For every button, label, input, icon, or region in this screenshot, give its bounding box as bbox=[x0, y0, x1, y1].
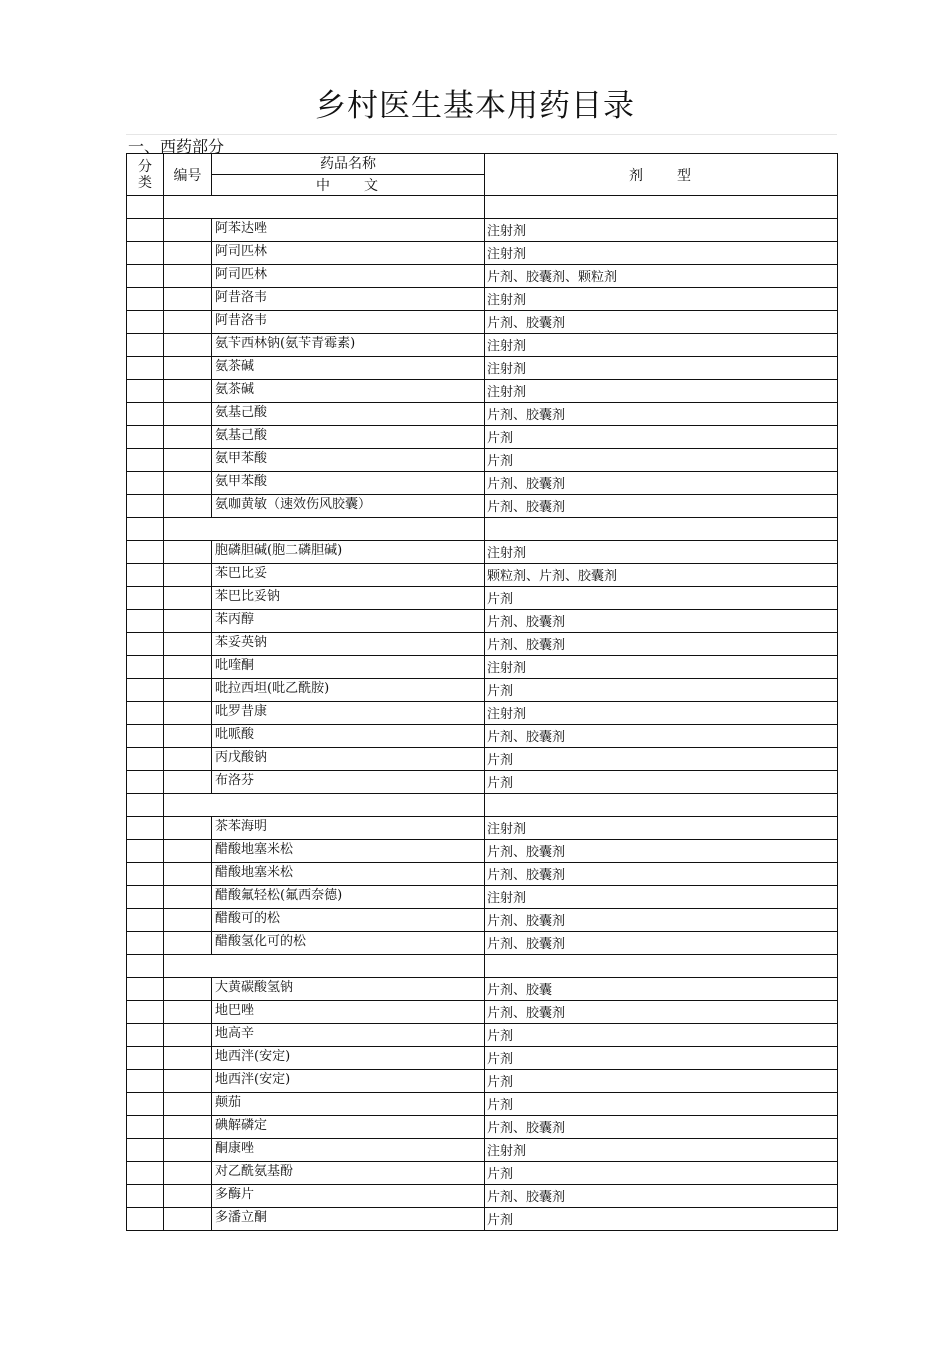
cell-dosage-form: 片剂 bbox=[485, 1093, 838, 1116]
cell-category bbox=[127, 564, 164, 587]
cell-drug-name: 苯丙醇 bbox=[212, 610, 485, 633]
header-chinese: 中 文 bbox=[212, 175, 485, 196]
table-row bbox=[127, 725, 838, 748]
drug-table-body bbox=[127, 196, 838, 1231]
table-row bbox=[127, 426, 838, 449]
cell-category bbox=[127, 656, 164, 679]
cell-dosage-form: 片剂 bbox=[485, 679, 838, 702]
cell-drug-name: 苯妥英钠 bbox=[212, 633, 485, 656]
cell-drug-name: 地西泮(安定) bbox=[212, 1047, 485, 1070]
cell-category bbox=[127, 633, 164, 656]
page-title: 乡村医生基本用药目录 bbox=[315, 88, 635, 124]
cell-code bbox=[164, 196, 485, 219]
cell-category bbox=[127, 357, 164, 380]
cell-dosage-form: 注射剂 bbox=[485, 1139, 838, 1162]
cell-dosage-form: 注射剂 bbox=[485, 334, 838, 357]
cell-dosage-form: 片剂、胶囊剂、颗粒剂 bbox=[485, 265, 838, 288]
cell-drug-name: 醋酸氢化可的松 bbox=[212, 932, 485, 955]
cell-drug-name: 醋酸氟轻松(氟西奈德) bbox=[212, 886, 485, 909]
cell-code bbox=[164, 449, 212, 472]
table-row bbox=[127, 472, 838, 495]
cell-drug-name: 醋酸地塞米松 bbox=[212, 840, 485, 863]
cell-drug-name: 阿司匹林 bbox=[212, 265, 485, 288]
cell-dosage-form bbox=[485, 518, 838, 541]
cell-category bbox=[127, 771, 164, 794]
cell-code bbox=[164, 679, 212, 702]
cell-code bbox=[164, 1093, 212, 1116]
table-row bbox=[127, 1070, 838, 1093]
table-row bbox=[127, 1162, 838, 1185]
cell-code bbox=[164, 1139, 212, 1162]
cell-code bbox=[164, 886, 212, 909]
group-separator-row bbox=[127, 196, 838, 219]
cell-category bbox=[127, 380, 164, 403]
cell-category bbox=[127, 1139, 164, 1162]
cell-category bbox=[127, 1047, 164, 1070]
cell-drug-name: 颠茄 bbox=[212, 1093, 485, 1116]
cell-drug-name: 碘解磷定 bbox=[212, 1116, 485, 1139]
cell-code bbox=[164, 265, 212, 288]
cell-dosage-form: 片剂、胶囊剂 bbox=[485, 909, 838, 932]
cell-code bbox=[164, 587, 212, 610]
cell-code bbox=[164, 311, 212, 334]
cell-code bbox=[164, 334, 212, 357]
cell-drug-name: 苯巴比妥钠 bbox=[212, 587, 485, 610]
cell-category bbox=[127, 1208, 164, 1231]
cell-dosage-form: 片剂、胶囊剂 bbox=[485, 633, 838, 656]
table-row bbox=[127, 288, 838, 311]
drug-table bbox=[126, 153, 838, 1231]
table-row bbox=[127, 265, 838, 288]
cell-code bbox=[164, 725, 212, 748]
cell-category bbox=[127, 1093, 164, 1116]
table-row bbox=[127, 334, 838, 357]
cell-code bbox=[164, 380, 212, 403]
table-row bbox=[127, 357, 838, 380]
cell-drug-name: 地高辛 bbox=[212, 1024, 485, 1047]
cell-drug-name: 多潘立酮 bbox=[212, 1208, 485, 1231]
cell-dosage-form: 片剂、胶囊剂 bbox=[485, 1001, 838, 1024]
cell-dosage-form: 注射剂 bbox=[485, 357, 838, 380]
cell-drug-name: 吡哌酸 bbox=[212, 725, 485, 748]
cell-code bbox=[164, 978, 212, 1001]
table-row bbox=[127, 771, 838, 794]
table-row bbox=[127, 219, 838, 242]
table-row bbox=[127, 495, 838, 518]
cell-dosage-form: 片剂 bbox=[485, 771, 838, 794]
cell-drug-name: 胞磷胆碱(胞二磷胆碱) bbox=[212, 541, 485, 564]
cell-dosage-form: 注射剂 bbox=[485, 702, 838, 725]
table-row bbox=[127, 311, 838, 334]
cell-drug-name: 地西泮(安定) bbox=[212, 1070, 485, 1093]
cell-code bbox=[164, 794, 485, 817]
cell-dosage-form: 片剂、胶囊剂 bbox=[485, 311, 838, 334]
table-row bbox=[127, 840, 838, 863]
table-row bbox=[127, 1024, 838, 1047]
cell-dosage-form: 注射剂 bbox=[485, 288, 838, 311]
cell-drug-name: 氨咖黄敏（速效伤风胶囊） bbox=[212, 495, 485, 518]
cell-dosage-form: 片剂、胶囊剂 bbox=[485, 472, 838, 495]
cell-drug-name: 对乙酰氨基酚 bbox=[212, 1162, 485, 1185]
table-row bbox=[127, 1001, 838, 1024]
cell-category bbox=[127, 1001, 164, 1024]
cell-category bbox=[127, 449, 164, 472]
cell-category bbox=[127, 311, 164, 334]
cell-category bbox=[127, 817, 164, 840]
cell-category bbox=[127, 863, 164, 886]
cell-drug-name: 阿司匹林 bbox=[212, 242, 485, 265]
cell-drug-name: 吡罗昔康 bbox=[212, 702, 485, 725]
cell-category bbox=[127, 541, 164, 564]
cell-code bbox=[164, 771, 212, 794]
cell-code bbox=[164, 955, 485, 978]
cell-category bbox=[127, 196, 164, 219]
cell-dosage-form: 片剂 bbox=[485, 587, 838, 610]
table-row bbox=[127, 909, 838, 932]
table-row bbox=[127, 656, 838, 679]
cell-category bbox=[127, 702, 164, 725]
cell-dosage-form: 片剂 bbox=[485, 1162, 838, 1185]
cell-code bbox=[164, 426, 212, 449]
cell-dosage-form: 片剂、胶囊剂 bbox=[485, 610, 838, 633]
table-row bbox=[127, 1047, 838, 1070]
cell-category bbox=[127, 426, 164, 449]
cell-code bbox=[164, 1116, 212, 1139]
table-row bbox=[127, 242, 838, 265]
cell-drug-name: 吡喹酮 bbox=[212, 656, 485, 679]
cell-code bbox=[164, 1162, 212, 1185]
cell-dosage-form: 片剂、胶囊剂 bbox=[485, 932, 838, 955]
cell-category bbox=[127, 1162, 164, 1185]
cell-drug-name: 苯巴比妥 bbox=[212, 564, 485, 587]
cell-category bbox=[127, 886, 164, 909]
header-drug-name: 药品名称 bbox=[212, 154, 485, 175]
table-row bbox=[127, 1116, 838, 1139]
cell-category bbox=[127, 495, 164, 518]
cell-category bbox=[127, 219, 164, 242]
cell-code bbox=[164, 932, 212, 955]
cell-dosage-form: 注射剂 bbox=[485, 656, 838, 679]
table-row bbox=[127, 1185, 838, 1208]
cell-category bbox=[127, 1024, 164, 1047]
cell-drug-name: 醋酸地塞米松 bbox=[212, 863, 485, 886]
cell-code bbox=[164, 564, 212, 587]
table-row bbox=[127, 1093, 838, 1116]
cell-code bbox=[164, 840, 212, 863]
table-row bbox=[127, 702, 838, 725]
table-row bbox=[127, 380, 838, 403]
table-row bbox=[127, 748, 838, 771]
table-row bbox=[127, 886, 838, 909]
table-row bbox=[127, 449, 838, 472]
cell-drug-name: 氨茶碱 bbox=[212, 357, 485, 380]
cell-drug-name: 阿昔洛韦 bbox=[212, 288, 485, 311]
cell-category bbox=[127, 679, 164, 702]
cell-category bbox=[127, 403, 164, 426]
cell-category bbox=[127, 840, 164, 863]
table-row bbox=[127, 817, 838, 840]
cell-code bbox=[164, 1047, 212, 1070]
cell-code bbox=[164, 357, 212, 380]
cell-dosage-form: 片剂、胶囊剂 bbox=[485, 863, 838, 886]
cell-dosage-form: 片剂、胶囊剂 bbox=[485, 1116, 838, 1139]
table-row bbox=[127, 633, 838, 656]
cell-drug-name: 布洛芬 bbox=[212, 771, 485, 794]
cell-drug-name: 氨苄西林钠(氨苄青霉素) bbox=[212, 334, 485, 357]
table-row bbox=[127, 610, 838, 633]
cell-category bbox=[127, 1070, 164, 1093]
cell-code bbox=[164, 909, 212, 932]
cell-drug-name: 地巴唑 bbox=[212, 1001, 485, 1024]
cell-code bbox=[164, 656, 212, 679]
table-row bbox=[127, 403, 838, 426]
cell-drug-name: 吡拉西坦(吡乙酰胺) bbox=[212, 679, 485, 702]
cell-code bbox=[164, 702, 212, 725]
cell-dosage-form: 片剂 bbox=[485, 748, 838, 771]
cell-drug-name: 丙戊酸钠 bbox=[212, 748, 485, 771]
table-row bbox=[127, 932, 838, 955]
cell-code bbox=[164, 1024, 212, 1047]
cell-category bbox=[127, 978, 164, 1001]
section-heading: 一、西药部分 bbox=[128, 137, 225, 156]
cell-code bbox=[164, 1001, 212, 1024]
header-dosage-form: 剂 型 bbox=[485, 154, 838, 196]
cell-dosage-form: 颗粒剂、片剂、胶囊剂 bbox=[485, 564, 838, 587]
cell-category bbox=[127, 725, 164, 748]
table-row bbox=[127, 978, 838, 1001]
cell-category bbox=[127, 472, 164, 495]
cell-code bbox=[164, 633, 212, 656]
cell-category bbox=[127, 1185, 164, 1208]
cell-code bbox=[164, 403, 212, 426]
cell-category bbox=[127, 955, 164, 978]
cell-dosage-form bbox=[485, 196, 838, 219]
cell-category bbox=[127, 288, 164, 311]
cell-dosage-form: 注射剂 bbox=[485, 886, 838, 909]
cell-drug-name: 酮康唑 bbox=[212, 1139, 485, 1162]
cell-code bbox=[164, 495, 212, 518]
table-row bbox=[127, 679, 838, 702]
table-row bbox=[127, 863, 838, 886]
cell-code bbox=[164, 242, 212, 265]
cell-code bbox=[164, 1208, 212, 1231]
cell-code bbox=[164, 863, 212, 886]
cell-code bbox=[164, 610, 212, 633]
cell-dosage-form: 注射剂 bbox=[485, 817, 838, 840]
cell-category bbox=[127, 932, 164, 955]
cell-drug-name: 阿昔洛韦 bbox=[212, 311, 485, 334]
cell-dosage-form: 片剂、胶囊剂 bbox=[485, 403, 838, 426]
cell-category bbox=[127, 610, 164, 633]
table-row bbox=[127, 564, 838, 587]
cell-code bbox=[164, 518, 485, 541]
cell-code bbox=[164, 1185, 212, 1208]
group-separator-row bbox=[127, 794, 838, 817]
cell-dosage-form: 片剂 bbox=[485, 426, 838, 449]
table-row bbox=[127, 587, 838, 610]
cell-dosage-form: 片剂 bbox=[485, 1208, 838, 1231]
cell-dosage-form: 片剂 bbox=[485, 1070, 838, 1093]
cell-category bbox=[127, 242, 164, 265]
cell-code bbox=[164, 817, 212, 840]
cell-code bbox=[164, 219, 212, 242]
group-separator-row bbox=[127, 955, 838, 978]
cell-dosage-form: 片剂、胶囊剂 bbox=[485, 495, 838, 518]
header-category bbox=[127, 154, 164, 196]
cell-code bbox=[164, 288, 212, 311]
table-row bbox=[127, 1139, 838, 1162]
cell-dosage-form: 片剂、胶囊 bbox=[485, 978, 838, 1001]
cell-dosage-form: 片剂 bbox=[485, 449, 838, 472]
cell-code bbox=[164, 1070, 212, 1093]
cell-dosage-form bbox=[485, 955, 838, 978]
cell-dosage-form: 片剂 bbox=[485, 1024, 838, 1047]
cell-drug-name: 氨基己酸 bbox=[212, 426, 485, 449]
cell-drug-name: 多酶片 bbox=[212, 1185, 485, 1208]
cell-category bbox=[127, 265, 164, 288]
cell-dosage-form bbox=[485, 794, 838, 817]
cell-drug-name: 醋酸可的松 bbox=[212, 909, 485, 932]
header-row bbox=[127, 154, 838, 175]
cell-drug-name: 大黄碳酸氢钠 bbox=[212, 978, 485, 1001]
cell-drug-name: 氨茶碱 bbox=[212, 380, 485, 403]
cell-dosage-form: 片剂、胶囊剂 bbox=[485, 1185, 838, 1208]
header-category-text: 分 类 bbox=[138, 158, 152, 191]
cell-category bbox=[127, 1116, 164, 1139]
cell-dosage-form: 片剂、胶囊剂 bbox=[485, 840, 838, 863]
cell-drug-name: 氨甲苯酸 bbox=[212, 449, 485, 472]
cell-category bbox=[127, 587, 164, 610]
cell-category bbox=[127, 909, 164, 932]
cell-category bbox=[127, 794, 164, 817]
top-divider bbox=[126, 134, 837, 135]
table-row bbox=[127, 1208, 838, 1231]
group-separator-row bbox=[127, 518, 838, 541]
cell-category bbox=[127, 334, 164, 357]
cell-dosage-form: 片剂、胶囊剂 bbox=[485, 725, 838, 748]
cell-code bbox=[164, 748, 212, 771]
cell-drug-name: 氨甲苯酸 bbox=[212, 472, 485, 495]
cell-drug-name: 阿苯达唑 bbox=[212, 219, 485, 242]
cell-drug-name: 氨基己酸 bbox=[212, 403, 485, 426]
cell-dosage-form: 注射剂 bbox=[485, 541, 838, 564]
cell-dosage-form: 注射剂 bbox=[485, 380, 838, 403]
cell-dosage-form: 片剂 bbox=[485, 1047, 838, 1070]
cell-drug-name: 茶苯海明 bbox=[212, 817, 485, 840]
cell-dosage-form: 注射剂 bbox=[485, 242, 838, 265]
cell-code bbox=[164, 472, 212, 495]
header-code: 编号 bbox=[164, 154, 212, 196]
cell-category bbox=[127, 518, 164, 541]
cell-dosage-form: 注射剂 bbox=[485, 219, 838, 242]
cell-category bbox=[127, 748, 164, 771]
table-row bbox=[127, 541, 838, 564]
cell-code bbox=[164, 541, 212, 564]
